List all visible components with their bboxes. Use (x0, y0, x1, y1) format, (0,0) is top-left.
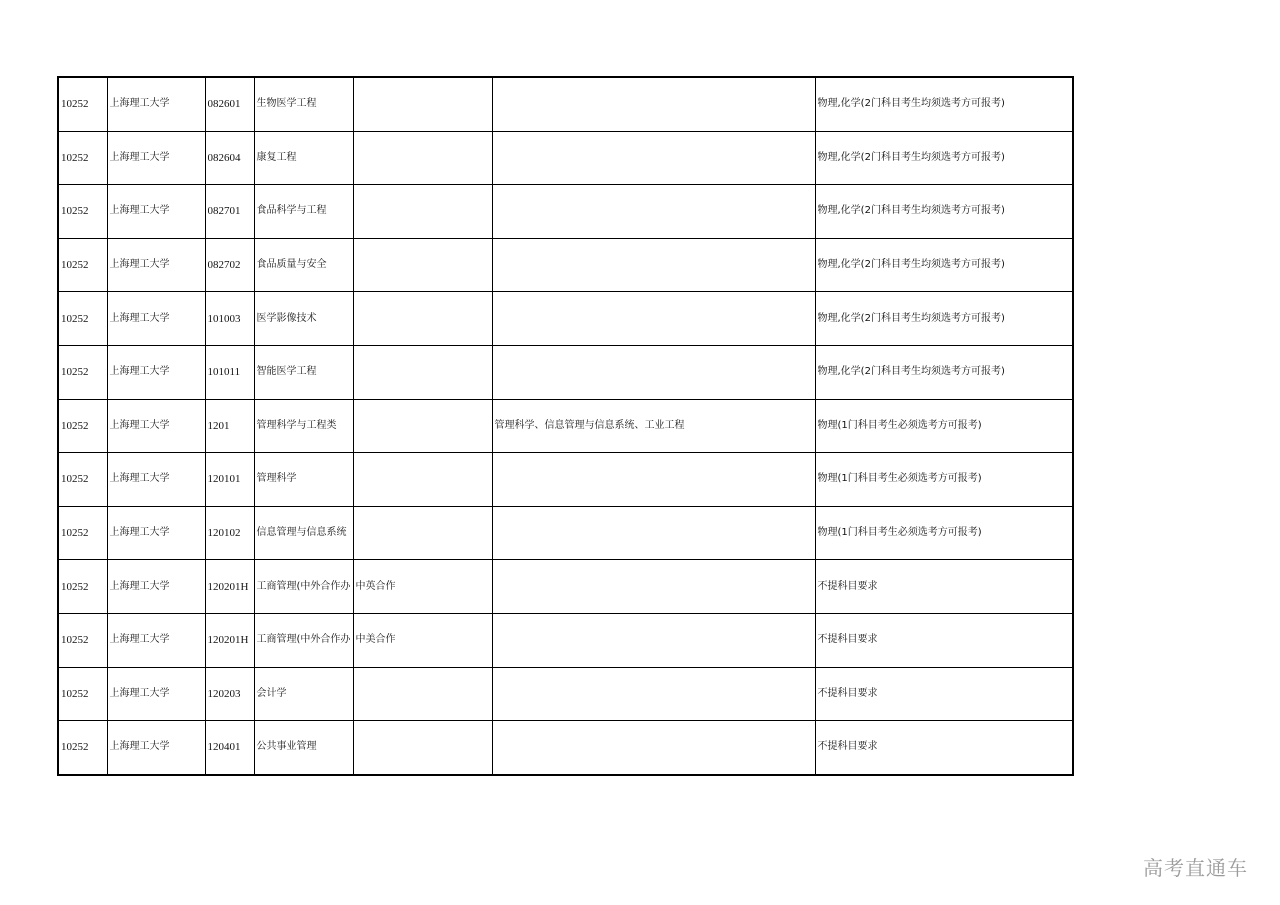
direction-cell (353, 185, 492, 239)
major-code-cell: 120203 (205, 667, 254, 721)
table-row (58, 185, 1073, 239)
major-name-cell: 医学影像技术 (254, 292, 353, 346)
school-name-cell: 上海理工大学 (107, 399, 205, 453)
included-majors-cell (492, 506, 815, 560)
watermark-text: 高考直通车 (1143, 856, 1248, 880)
major-code-cell: 1201 (205, 399, 254, 453)
direction-cell (353, 238, 492, 292)
subject-requirement-cell: 物理,化学(2门科目考生均须选考方可报考) (815, 185, 1073, 239)
major-name-cell: 食品科学与工程 (254, 185, 353, 239)
included-majors-cell: 管理科学、信息管理与信息系统、工业工程 (492, 399, 815, 453)
subject-requirement-cell: 不提科目要求 (815, 721, 1073, 775)
major-code-cell: 120401 (205, 721, 254, 775)
school-code-cell: 10252 (58, 560, 107, 614)
major-name-cell: 康复工程 (254, 131, 353, 185)
included-majors-cell (492, 292, 815, 346)
school-code-cell: 10252 (58, 345, 107, 399)
school-name-cell: 上海理工大学 (107, 721, 205, 775)
subject-requirement-cell: 物理(1门科目考生必须选考方可报考) (815, 506, 1073, 560)
subject-requirement-cell: 物理(1门科目考生必须选考方可报考) (815, 399, 1073, 453)
major-name-cell: 生物医学工程 (254, 77, 353, 131)
school-name-cell: 上海理工大学 (107, 453, 205, 507)
direction-cell (353, 506, 492, 560)
school-code-cell: 10252 (58, 77, 107, 131)
major-code-cell: 120101 (205, 453, 254, 507)
table-row (58, 667, 1073, 721)
included-majors-cell (492, 721, 815, 775)
included-majors-cell (492, 560, 815, 614)
direction-cell: 中英合作 (353, 560, 492, 614)
school-name-cell: 上海理工大学 (107, 506, 205, 560)
school-code-cell: 10252 (58, 667, 107, 721)
direction-cell (353, 292, 492, 346)
direction-cell (353, 667, 492, 721)
subject-requirement-cell: 物理,化学(2门科目考生均须选考方可报考) (815, 77, 1073, 131)
table-row (58, 560, 1073, 614)
included-majors-cell (492, 453, 815, 507)
table-row (58, 399, 1073, 453)
direction-cell (353, 345, 492, 399)
major-code-cell: 120201H (205, 560, 254, 614)
school-name-cell: 上海理工大学 (107, 292, 205, 346)
included-majors-cell (492, 77, 815, 131)
table-body (58, 77, 1073, 775)
school-code-cell: 10252 (58, 292, 107, 346)
major-name-cell: 公共事业管理 (254, 721, 353, 775)
major-code-cell: 101011 (205, 345, 254, 399)
subject-requirement-cell: 不提科目要求 (815, 613, 1073, 667)
table-row (58, 131, 1073, 185)
table-row (58, 77, 1073, 131)
school-name-cell: 上海理工大学 (107, 613, 205, 667)
direction-cell (353, 77, 492, 131)
major-name-cell: 智能医学工程 (254, 345, 353, 399)
school-code-cell: 10252 (58, 506, 107, 560)
school-code-cell: 10252 (58, 453, 107, 507)
major-name-cell: 工商管理(中外合作办 (254, 560, 353, 614)
major-name-cell: 食品质量与安全 (254, 238, 353, 292)
table-row (58, 453, 1073, 507)
major-code-cell: 101003 (205, 292, 254, 346)
school-code-cell: 10252 (58, 721, 107, 775)
major-code-cell: 082702 (205, 238, 254, 292)
table-row (58, 292, 1073, 346)
school-name-cell: 上海理工大学 (107, 185, 205, 239)
included-majors-cell (492, 613, 815, 667)
table-row (58, 721, 1073, 775)
major-code-cell: 120201H (205, 613, 254, 667)
school-code-cell: 10252 (58, 185, 107, 239)
subject-requirement-cell: 物理,化学(2门科目考生均须选考方可报考) (815, 345, 1073, 399)
major-code-cell: 082601 (205, 77, 254, 131)
school-name-cell: 上海理工大学 (107, 345, 205, 399)
subject-requirement-cell: 不提科目要求 (815, 667, 1073, 721)
school-name-cell: 上海理工大学 (107, 77, 205, 131)
table-row (58, 345, 1073, 399)
school-code-cell: 10252 (58, 399, 107, 453)
subject-requirement-cell: 物理,化学(2门科目考生均须选考方可报考) (815, 238, 1073, 292)
major-name-cell: 会计学 (254, 667, 353, 721)
major-code-cell: 120102 (205, 506, 254, 560)
school-code-cell: 10252 (58, 613, 107, 667)
direction-cell: 中美合作 (353, 613, 492, 667)
included-majors-cell (492, 667, 815, 721)
included-majors-cell (492, 345, 815, 399)
major-name-cell: 信息管理与信息系统 (254, 506, 353, 560)
major-name-cell: 管理科学与工程类 (254, 399, 353, 453)
subject-requirement-cell: 物理,化学(2门科目考生均须选考方可报考) (815, 292, 1073, 346)
direction-cell (353, 131, 492, 185)
school-name-cell: 上海理工大学 (107, 667, 205, 721)
major-name-cell: 工商管理(中外合作办 (254, 613, 353, 667)
table-row (58, 613, 1073, 667)
subject-requirement-cell: 物理(1门科目考生必须选考方可报考) (815, 453, 1073, 507)
major-code-cell: 082701 (205, 185, 254, 239)
included-majors-cell (492, 185, 815, 239)
subject-requirement-cell: 不提科目要求 (815, 560, 1073, 614)
school-name-cell: 上海理工大学 (107, 560, 205, 614)
school-code-cell: 10252 (58, 238, 107, 292)
subject-requirement-cell: 物理,化学(2门科目考生均须选考方可报考) (815, 131, 1073, 185)
admission-table (57, 76, 1074, 776)
table-row (58, 238, 1073, 292)
direction-cell (353, 453, 492, 507)
table-row (58, 506, 1073, 560)
major-name-cell: 管理科学 (254, 453, 353, 507)
included-majors-cell (492, 131, 815, 185)
school-code-cell: 10252 (58, 131, 107, 185)
included-majors-cell (492, 238, 815, 292)
direction-cell (353, 399, 492, 453)
direction-cell (353, 721, 492, 775)
school-name-cell: 上海理工大学 (107, 131, 205, 185)
school-name-cell: 上海理工大学 (107, 238, 205, 292)
major-code-cell: 082604 (205, 131, 254, 185)
